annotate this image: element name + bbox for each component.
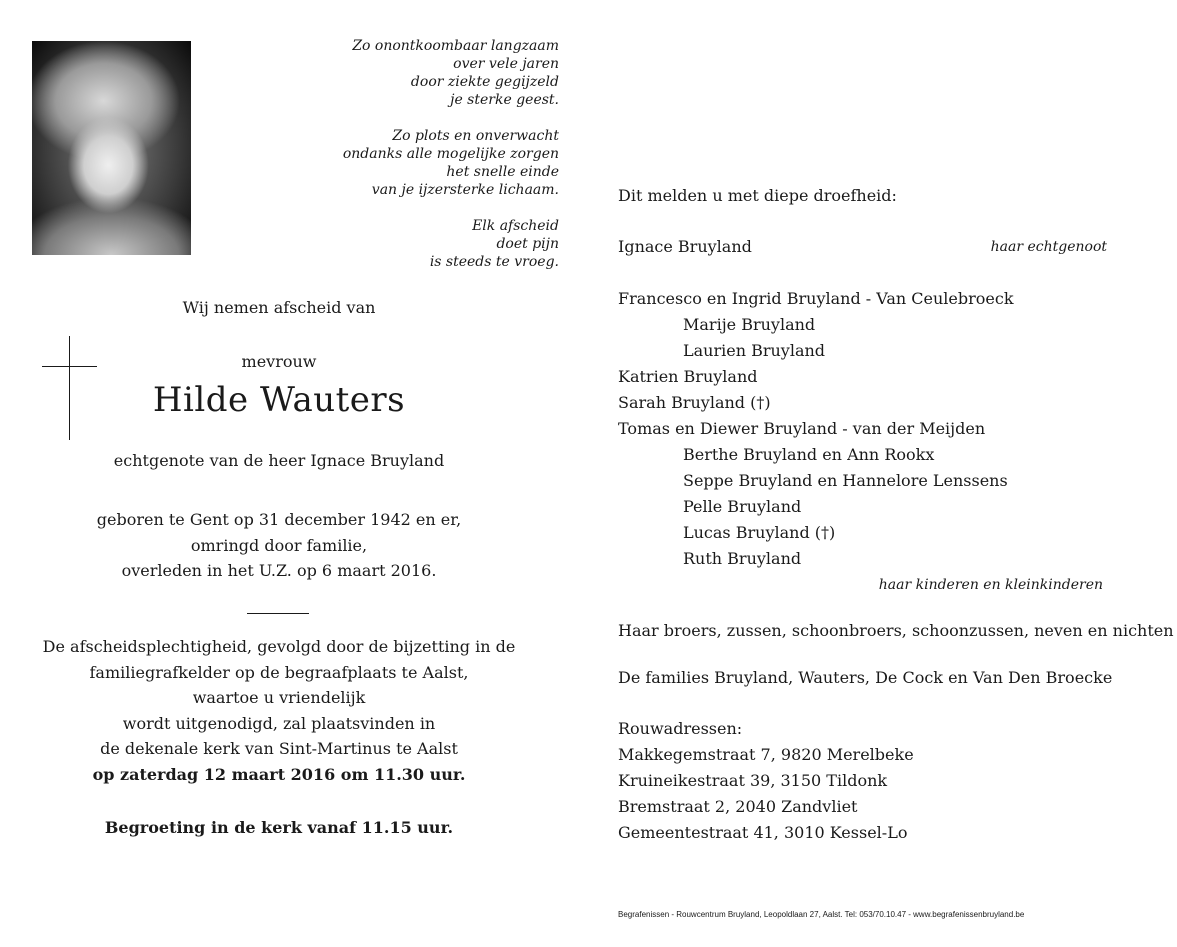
- family-member: Lucas Bruyland (†): [683, 523, 836, 542]
- poem-line: Zo onontkoombaar langzaam: [352, 38, 559, 54]
- address-line: Kruineikestraat 39, 3150 Tildonk: [618, 771, 888, 790]
- birth-line: geboren te Gent op 31 december 1942 en er,: [96, 510, 462, 529]
- poem-line: Elk afscheid: [472, 218, 559, 234]
- birth-line: overleden in het U.Z. op 6 maart 2016.: [121, 561, 437, 580]
- ceremony-line: de dekenale kerk van Sint-Martinus te Aalst: [100, 739, 458, 758]
- family-member: Laurien Bruyland: [683, 341, 826, 360]
- family-member: Marije Bruyland: [683, 315, 816, 334]
- poem-line: over vele jaren: [453, 56, 559, 72]
- family-member: Francesco en Ingrid Bruyland - Van Ceulebroeck: [618, 289, 1014, 308]
- intro-text: Wij nemen afscheid van: [182, 298, 376, 317]
- address-line: Makkegemstraat 7, 9820 Merelbeke: [618, 745, 914, 764]
- greeting-text: Begroeting in de kerk vanaf 11.15 uur.: [104, 818, 454, 837]
- address-line: Gemeentestraat 41, 3010 Kessel-Lo: [618, 823, 908, 842]
- family-member: Ruth Bruyland: [683, 549, 802, 568]
- ceremony-info: [30, 634, 528, 787]
- poem-line: doet pijn: [496, 236, 559, 252]
- poem-line: van je ijzersterke lichaam.: [371, 182, 559, 198]
- footer-text: Begrafenissen - Rouwcentrum Bruyland, Leopoldlaan 27, Aalst. Tel: 053/70.10.47 - www.begrafenissenbruyland.be: [618, 910, 1025, 919]
- address-line: Bremstraat 2, 2040 Zandvliet: [618, 797, 858, 816]
- addresses-block: [618, 716, 914, 846]
- poem-line: je sterke geest.: [450, 92, 559, 108]
- siblings-line: Haar broers, zussen, schoonbroers, schoonzussen, neven en nichten: [618, 621, 1174, 640]
- poem-stanza: [300, 217, 559, 271]
- birth-line: omringd door familie,: [190, 535, 368, 555]
- spouse-name: Ignace Bruyland: [618, 237, 752, 256]
- ceremony-line: wordt uitgenodigd, zal plaatsvinden in: [122, 713, 436, 733]
- families-line: De families Bruyland, Wauters, De Cock en Van Den Broecke: [618, 668, 1113, 687]
- family-member: Seppe Bruyland en Hannelore Lenssens: [683, 471, 1008, 490]
- poem-line: door ziekte gegijzeld: [410, 74, 559, 90]
- poem-line: Zo plots en onverwacht: [392, 128, 559, 144]
- deceased-name: Hilde Wauters: [152, 380, 406, 420]
- family-member: Sarah Bruyland (†): [618, 393, 771, 412]
- poem-line: het snelle einde: [446, 164, 559, 180]
- ceremony-line: De afscheidsplechtigheid, gevolgd door de bijzetting in de: [42, 637, 516, 656]
- title-text: mevrouw: [241, 352, 317, 371]
- ceremony-date: op zaterdag 12 maart 2016 om 11.30 uur.: [92, 764, 466, 784]
- family-member: Katrien Bruyland: [618, 367, 758, 386]
- portrait-photo: [32, 41, 191, 255]
- addresses-label: Rouwadressen:: [618, 719, 743, 738]
- children-role: haar kinderen en kleinkinderen: [878, 577, 1103, 593]
- family-list: [618, 286, 1014, 572]
- ceremony-line: familiegrafkelder op de begraafplaats te Aalst,: [89, 662, 469, 682]
- poem: [300, 37, 559, 289]
- spouse-role: haar echtgenoot: [990, 239, 1107, 255]
- family-member: Pelle Bruyland: [683, 497, 802, 516]
- ceremony-line: waartoe u vriendelijk: [192, 688, 366, 707]
- poem-line: is steeds te vroeg.: [429, 254, 559, 270]
- poem-line: ondanks alle mogelijke zorgen: [342, 146, 559, 162]
- divider-line: [247, 613, 309, 614]
- poem-stanza: [300, 37, 559, 109]
- poem-stanza: [300, 127, 559, 199]
- family-member: Berthe Bruyland en Ann Rookx: [683, 445, 935, 464]
- family-member: Tomas en Diewer Bruyland - van der Meijden: [618, 419, 986, 438]
- announcement: Dit melden u met diepe droefheid:: [618, 186, 897, 205]
- birth-death-info: [30, 507, 528, 584]
- spouse-line: echtgenote van de heer Ignace Bruyland: [113, 451, 445, 470]
